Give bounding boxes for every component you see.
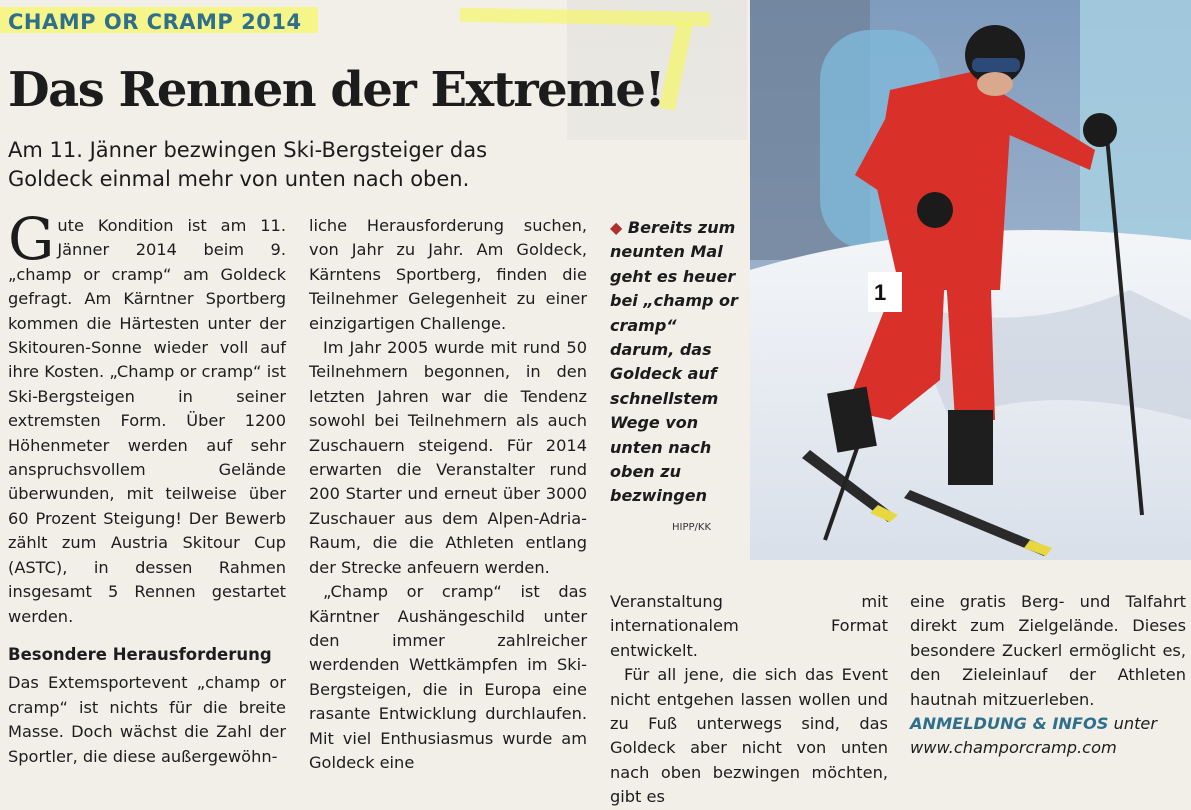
info-line <box>910 712 1186 736</box>
headline: Das Rennen der Extreme! <box>8 62 665 118</box>
paragraph <box>8 205 286 629</box>
caption-text: Bereits zum neunten Mal geht es heuer bei „champ or cramp“ darum, das Goldeck auf schnellstem Wege von unten nach oben zu bezwingen <box>610 218 738 506</box>
kicker: CHAMP OR CRAMP 2014 <box>8 10 302 34</box>
column-2 <box>309 214 587 775</box>
column-4 <box>910 590 1186 761</box>
section-subtitle: Besondere Herausforderung <box>8 644 272 664</box>
paragraph: Veranstaltung mit internationalem Format entwickelt. <box>610 592 888 660</box>
paragraph: liche Herausforderung suchen, von Jahr zu Jahr. Am Goldeck, Kärntens Sportberg, finden die Teilnehmer Gelegenheit zu einer einzigartigen Challenge. <box>309 216 587 333</box>
diamond-bullet-icon: ◆ <box>610 218 623 237</box>
column-3 <box>610 590 888 810</box>
subheadline: Am 11. Jänner bezwingen Ski-Bergsteiger das Goldeck einmal mehr von unten nach oben. <box>8 138 488 191</box>
paragraph: Für all jene, die sich das Event nicht entgehen lassen wollen und zu Fuß unterwegs sind, das Goldeck aber nicht von unten nach oben bezwingen möchten, gibt es <box>610 665 888 807</box>
bib-number: 1 <box>874 280 887 305</box>
article-photo <box>750 0 1191 560</box>
paragraph-text: ute Kondition ist am 11. Jänner 2014 beim 9. „champ or cramp“ am Goldeck gefragt. Am Kärntner Sportberg kommen die Härtesten unter der Skitouren-Sonne wieder voll auf ihre Kosten. „Champ or cramp“ ist Ski-Bergsteigen in seiner extremsten Form. Über 1200 Höhenmeter werden auf sehr anspruchsvollem Gelände überwunden, mit teilweise über 60 Prozent Steigung! Der Bewerb zählt zum Austria Skitour Cup (ASTC), in dessen Rahmen insgesamt 5 Rennen gestartet werden. <box>8 216 286 626</box>
info-tail: unter <box>1108 714 1158 734</box>
paragraph: Im Jahr 2005 wurde mit rund 50 Teilnehmern begonnen, in den letzten Jahren war die Tendenz sowohl bei Teilnehmern als auch Zuschauern steigend. Für 2014 erwarten die Veranstalter rund 200 Starter und erneut über 3000 Zuschauer aus dem Alpen-Adria-Raum, die die Athleten entlang der Strecke anfeuern werden. <box>309 338 587 577</box>
photo-credit: HIPP/KK <box>672 522 712 533</box>
paragraph: „Champ or cramp“ ist das Kärntner Aushängeschild unter den immer zahlreicher werdenden Wettkämpfen im Ski-Bergsteigen, die in Europa eine rasante Entwicklung durchlaufen. Mit viel Enthusiasmus wurde am Goldeck eine <box>309 582 587 772</box>
paragraph: Das Extemsportevent „champ or cramp“ ist nichts für die breite Masse. Doch wächst die Zahl der Sportler, die diese außergewöhn- <box>8 673 286 766</box>
skier-photo-illustration <box>750 0 1191 560</box>
photo-caption <box>610 216 745 509</box>
paragraph: eine gratis Berg- und Talfahrt direkt zum Zielgelände. Dieses besondere Zuckerl ermöglicht es, den Zieleinlauf der Athleten hautnah mitzuerleben. <box>910 592 1186 709</box>
column-1 <box>8 205 286 769</box>
website-url: www.champorcramp.com <box>910 738 1117 758</box>
highlighter-mark-top <box>460 8 710 26</box>
drop-cap: G <box>8 205 55 273</box>
info-title: ANMELDUNG & INFOS <box>910 714 1109 734</box>
